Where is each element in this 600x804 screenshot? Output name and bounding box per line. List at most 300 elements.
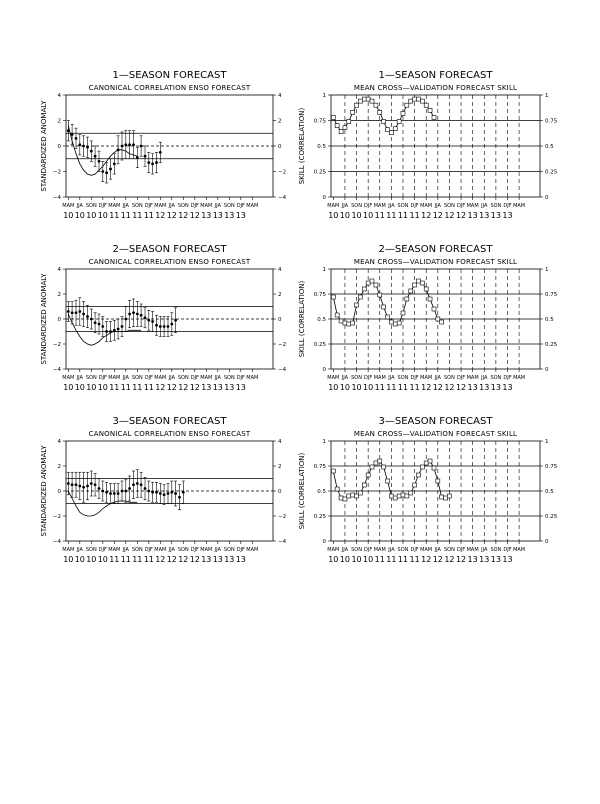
skill-point [420,465,424,469]
x-season-label: DJF [236,375,245,381]
x-season-label: MAM [420,203,433,209]
skill-point [405,103,409,107]
x-year-label: 12 [178,211,189,220]
x-season-label: DJF [190,547,199,553]
x-year-label: 13 [235,555,246,564]
forecast-point [159,325,162,328]
x-season-label: SON [444,375,455,381]
skill-point [401,311,405,315]
chart-panel-3 [40,244,287,392]
y-tick-label-left: 0.75 [313,464,326,470]
chart-title: 3—SEASON FORECAST [378,416,493,427]
forecast-point [170,323,173,326]
x-year-label: 12 [432,211,443,220]
y-tick-label-left: −2 [52,342,61,348]
x-season-label: SON [444,547,455,553]
skill-point [331,295,335,299]
x-season-label: SON [85,547,97,553]
x-year-label: 11 [143,555,154,564]
forecast-point [163,493,166,496]
forecast-point [136,156,139,159]
chart-subtitle: CANONICAL CORRELATION ENSO FORECAST [88,258,251,266]
skill-point [374,103,378,107]
x-season-label: JJA [214,203,221,209]
x-season-label: DJF [503,203,512,209]
x-year-label: 11 [143,383,154,392]
y-tick-label-left: 4 [57,267,61,273]
forecast-point [90,318,93,321]
x-season-label: SON [223,375,235,381]
skill-point [432,466,436,470]
skill-point [436,479,440,483]
y-tick-label-right: −4 [278,195,287,201]
x-year-label: 13 [235,383,246,392]
y-tick-label-left: 0 [57,144,61,150]
chart-title: 2—SEASON FORECAST [112,244,227,255]
x-season-label: SON [490,375,502,381]
y-tick-label-right: 4 [278,93,282,99]
x-season-label: SON [85,375,97,381]
y-tick-label-left: −4 [52,195,61,201]
x-year-label: 10 [363,211,374,220]
skill-point [420,281,424,285]
x-season-label: SON [177,203,189,209]
x-season-label: DJF [98,203,107,209]
x-season-label: JJA [481,547,488,553]
skill-point [428,108,432,112]
x-season-label: DJF [456,203,466,209]
x-season-label: JJA [214,375,221,381]
forecast-point [151,162,154,165]
skill-point [355,494,359,498]
y-tick-label-right: 1 [545,267,549,273]
x-year-label: 12 [421,555,432,564]
x-season-label: MAM [246,547,259,553]
chart-title: 1—SEASON FORECAST [378,70,493,81]
x-season-label: MAM [327,375,340,381]
x-year-label: 10 [328,383,339,392]
x-season-label: MAM [420,547,433,553]
x-year-label: 12 [455,383,467,392]
x-season-label: DJF [364,203,373,209]
forecast-point [71,483,74,486]
x-season-label: SON [131,203,143,209]
skill-point [440,320,444,324]
x-year-label: 11 [132,383,143,392]
y-tick-label-left: 1 [322,267,326,273]
x-season-label: JJA [341,375,349,381]
x-season-label: DJF [144,375,153,381]
x-year-label: 11 [132,211,143,220]
y-tick-label-right: 2 [278,118,282,125]
skill-point [397,120,401,124]
observed-anomaly-line [68,314,141,345]
skill-point [420,99,424,103]
y-tick-label-right: −4 [278,539,287,545]
y-tick-label-right: 0 [278,317,282,323]
x-season-label: JJA [388,547,395,553]
x-year-label: 12 [455,211,467,220]
skill-point [378,110,382,114]
x-season-label: MAM [513,375,526,381]
skill-point [428,297,432,301]
y-tick-label-right: 0 [545,367,549,373]
skill-point [378,293,382,297]
forecast-point [67,310,70,313]
x-year-label: 13 [201,555,212,564]
x-year-label: 10 [63,555,74,564]
x-year-label: 12 [166,211,177,220]
y-tick-label-left: 0.5 [317,489,326,495]
y-tick-label-right: −2 [278,342,287,348]
skill-point [370,99,374,103]
skill-point [416,473,420,477]
y-tick-label-left: 4 [57,93,61,99]
forecast-point [147,319,150,322]
forecast-point [132,483,135,486]
forecast-point [167,492,170,495]
x-season-label: MAM [327,203,340,209]
skill-point [393,322,397,326]
forecast-point [78,485,81,488]
skill-point [358,295,362,299]
x-year-label: 10 [328,211,339,220]
x-season-label: MAM [200,203,213,209]
skill-point [355,303,359,307]
x-season-label: MAM [62,547,75,553]
x-season-label: SON [490,547,502,553]
forecast-point [82,313,85,316]
forecast-point [109,492,112,495]
x-year-label: 10 [339,383,351,392]
x-season-label: SON [397,547,409,553]
x-year-label: 11 [386,555,397,564]
skill-point [424,103,428,107]
skill-point [343,321,347,325]
skill-point [335,313,339,317]
x-season-label: JJA [388,375,395,381]
x-year-label: 12 [189,383,200,392]
x-year-label: 12 [155,383,166,392]
x-year-label: 11 [397,383,409,392]
x-year-label: 12 [155,555,166,564]
y-axis-label: STANDARDIZED ANOMALY [40,100,48,192]
y-tick-label-right: 0.25 [545,169,558,176]
forecast-point [67,482,70,485]
skill-point [358,491,362,495]
x-year-label: 13 [479,383,490,392]
forecast-point [94,321,97,324]
x-year-label: 12 [166,383,177,392]
skill-point [424,461,428,465]
x-season-label: SON [223,203,235,209]
skill-point [432,307,436,311]
skill-point [389,131,393,135]
y-tick-label-left: 0.75 [313,292,326,298]
chart-subtitle: CANONICAL CORRELATION ENSO FORECAST [88,84,251,92]
y-tick-label-left: 2 [57,464,61,470]
chart-title: 1—SEASON FORECAST [112,70,227,81]
x-season-label: JJA [122,547,129,553]
x-year-label: 12 [178,383,189,392]
skill-point [331,469,335,473]
skill-point [436,317,440,321]
forecast-point [155,324,158,327]
y-tick-label-left: 0 [322,195,326,201]
x-season-label: MAM [200,375,213,381]
skill-point [362,97,366,101]
skill-point [447,494,451,498]
x-year-label: 10 [86,555,97,564]
x-year-label: 13 [479,555,490,564]
y-axis-label: SKILL (CORRELATION) [298,452,306,530]
x-year-label: 13 [467,383,478,392]
x-year-label: 13 [201,383,212,392]
skill-point [370,279,374,283]
forecast-point [140,483,143,486]
y-tick-label-right: 2 [278,464,282,470]
y-tick-label-left: −2 [52,169,61,176]
forecast-point [174,319,177,322]
x-season-label: MAM [466,375,479,381]
chart-panel-4 [298,244,558,392]
x-season-label: JJA [168,375,175,381]
skill-point [362,287,366,291]
x-season-label: MAM [108,203,121,209]
x-year-label: 12 [432,555,443,564]
skill-point [444,496,448,500]
x-year-label: 10 [86,211,97,220]
x-year-label: 10 [97,555,108,564]
skill-point [413,283,417,287]
x-season-label: MAM [246,375,259,381]
x-season-label: JJA [214,547,221,553]
forecast-point [167,325,170,328]
x-season-label: MAM [62,375,75,381]
forecast-point [174,492,177,495]
y-tick-label-left: −2 [52,514,61,520]
x-year-label: 10 [351,383,362,392]
x-year-label: 13 [502,383,513,392]
x-year-label: 11 [409,555,420,564]
x-season-label: DJF [410,547,419,553]
y-tick-label-right: 4 [278,267,282,273]
x-year-label: 10 [339,555,351,564]
x-season-label: DJF [410,375,419,381]
x-season-label: SON [351,375,362,381]
skill-point [366,281,370,285]
y-tick-label-right: 0 [545,195,549,201]
skill-point [413,483,417,487]
skill-point [351,110,355,114]
forecast-point [140,145,143,148]
forecast-point [75,137,78,140]
forecast-point [101,170,104,173]
x-year-label: 11 [397,555,409,564]
skill-point [428,459,432,463]
y-axis-label: STANDARDIZED ANOMALY [40,273,48,365]
skill-point [440,495,444,499]
x-season-label: SON [397,375,409,381]
x-season-label: SON [397,203,409,209]
x-year-label: 10 [351,555,362,564]
x-year-label: 13 [467,555,478,564]
skill-point [409,99,413,103]
x-season-label: SON [131,375,143,381]
skill-point [339,496,343,500]
forecast-point [136,482,139,485]
x-year-label: 10 [86,383,97,392]
forecast-point [124,143,127,146]
x-season-label: MAM [373,547,386,553]
skill-point [355,103,359,107]
y-tick-label-left: 2 [57,292,61,298]
x-season-label: MAM [466,547,479,553]
skill-point [393,496,397,500]
y-tick-label-left: 4 [57,439,61,445]
x-year-label: 13 [490,211,501,220]
forecast-point [86,146,89,149]
forecast-point [163,325,166,328]
forecast-point [155,491,158,494]
y-tick-label-right: 1 [545,439,549,445]
x-season-label: MAM [246,203,259,209]
x-season-label: JJA [122,203,129,209]
x-year-label: 12 [189,555,200,564]
skill-point [347,494,351,498]
skill-point [335,487,339,491]
x-season-label: JJA [481,203,488,209]
x-year-label: 13 [224,383,235,392]
x-season-label: MAM [200,547,213,553]
skill-point [366,473,370,477]
y-tick-label-left: 0.5 [317,144,326,150]
forecast-point [121,325,124,328]
y-tick-label-left: −4 [52,367,61,373]
x-season-label: JJA [341,547,349,553]
skill-point [409,491,413,495]
forecast-point [159,492,162,495]
y-tick-label-right: 0.75 [545,118,558,125]
forecast-point [94,155,97,158]
forecast-point [144,155,147,158]
x-year-label: 12 [444,555,455,564]
x-season-label: JJA [388,203,395,209]
x-season-label: DJF [364,547,373,553]
x-season-label: JJA [122,375,129,381]
x-season-label: DJF [503,547,512,553]
skill-point [393,127,397,131]
x-season-label: SON [444,203,455,209]
x-year-label: 13 [224,555,235,564]
skill-point [386,315,390,319]
y-tick-label-right: 4 [278,439,282,445]
y-tick-label-left: 0 [57,317,61,323]
forecast-point [105,171,108,174]
forecast-point [170,491,173,494]
x-year-label: 10 [63,383,74,392]
forecast-point [82,145,85,148]
y-tick-label-left: 0.5 [317,317,326,323]
forecast-point [178,496,181,499]
chart-subtitle: CANONICAL CORRELATION ENSO FORECAST [88,430,251,438]
x-season-label: SON [177,547,189,553]
skill-point [405,494,409,498]
x-season-label: MAM [373,375,386,381]
forecast-point [128,313,131,316]
x-season-label: MAM [108,375,121,381]
y-tick-label-left: 0 [57,489,61,495]
forecast-point [117,492,120,495]
x-year-label: 11 [120,211,131,220]
x-season-label: DJF [98,375,107,381]
forecast-point [124,490,127,493]
x-season-label: JJA [434,203,441,209]
x-year-label: 13 [467,211,478,220]
y-tick-label-right: 0.75 [545,292,558,298]
x-year-label: 13 [479,211,490,220]
skill-point [382,465,386,469]
x-year-label: 12 [166,555,177,564]
x-year-label: 11 [397,211,409,220]
x-year-label: 12 [178,555,189,564]
x-season-label: SON [177,375,189,381]
skill-point [339,130,343,134]
x-season-label: MAM [513,547,526,553]
chart-subtitle: MEAN CROSS—VALIDATION FORECAST SKILL [353,258,518,266]
skill-point [405,297,409,301]
x-season-label: JJA [434,375,441,381]
y-tick-label-left: 0.25 [313,342,326,348]
x-year-label: 12 [444,383,455,392]
x-season-label: DJF [364,375,373,381]
x-season-label: JJA [76,547,83,553]
forecast-point [113,492,116,495]
forecast-point [75,311,78,314]
forecast-point [105,491,108,494]
forecast-point [128,143,131,146]
chart-panel-6 [298,416,558,564]
x-season-label: MAM [513,203,526,209]
y-tick-label-right: 0.5 [545,144,554,150]
x-season-label: MAM [327,547,340,553]
forecast-point [75,483,78,486]
x-season-label: SON [85,203,97,209]
x-year-label: 11 [109,383,120,392]
y-tick-label-left: 0.25 [313,169,326,176]
forecast-point [105,330,108,333]
x-season-label: MAM [466,203,479,209]
y-tick-label-left: 0.75 [313,118,326,125]
x-year-label: 11 [409,383,420,392]
x-season-label: DJF [503,375,512,381]
y-axis-label: STANDARDIZED ANOMALY [40,445,48,537]
skill-point [347,120,351,124]
skill-point [397,321,401,325]
forecast-point [151,320,154,323]
chart-panel-2 [298,70,558,220]
skill-point [378,459,382,463]
x-season-label: DJF [410,203,419,209]
chart-panel-1 [40,70,287,220]
forecast-point [128,487,131,490]
x-year-label: 12 [421,211,432,220]
skill-point [351,321,355,325]
x-season-label: MAM [373,203,386,209]
skill-point [416,279,420,283]
x-year-label: 13 [490,555,501,564]
chart-subtitle: MEAN CROSS—VALIDATION FORECAST SKILL [353,84,518,92]
